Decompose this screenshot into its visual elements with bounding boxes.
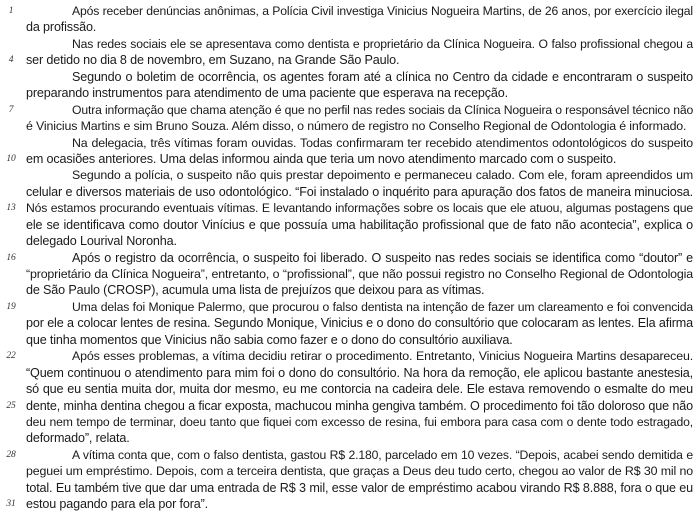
text-line xyxy=(0,496,700,512)
paragraph-line: por ele a colocar lentes de resina. Segundo Monique, Vinicius e o dono do consultório que colocaram as lentes. Ela afirma xyxy=(26,316,693,331)
text-line xyxy=(0,348,700,364)
line-number: 10 xyxy=(6,153,16,164)
paragraph-line: total. Eu também tive que dar uma entrada de R$ 3 mil, esse valor de empréstimo acabou virando R$ 8.888, fora o que eu xyxy=(26,480,693,495)
text-line xyxy=(0,135,700,151)
paragraph-first-line: Uma delas foi Monique Palermo, que procurou o falso dentista na intenção de fazer um clareamento e foi convencida xyxy=(72,299,693,314)
text-line xyxy=(0,250,700,266)
paragraph-line: estou pagando para ela por fora”. xyxy=(26,497,208,512)
line-number: 1 xyxy=(8,6,14,16)
paragraph-line: dente, minha dentina chegou a ficar exposta, machucou minha gengiva também. O procedimento foi tão doloroso que não xyxy=(26,398,693,413)
text-line xyxy=(0,480,700,496)
text-line xyxy=(0,315,700,331)
text-line xyxy=(0,414,700,430)
paragraph-first-line: Na delegacia, três vítimas foram ouvidas. Todas confirmaram ter recebido atendimentos odontológicos do suspeito xyxy=(72,135,693,150)
paragraph-line: que tinha momentos que Vinicius não sabia como fazer e o dono do consultório auxiliava. xyxy=(26,332,513,347)
paragraph-line: delegado Lourival Noronha. xyxy=(26,234,177,249)
text-line xyxy=(0,102,700,118)
paragraph-line: preparando instrumentos para atendimento de uma paciente que esperava na recepção. xyxy=(26,86,508,101)
line-number: 25 xyxy=(6,400,16,411)
paragraph-line: “Quem continuou o atendimento para mim foi o dono do consultório. Na hora da remoção, ele aplicou bastante anestesia, xyxy=(26,365,693,380)
line-number: 13 xyxy=(6,203,16,214)
paragraph-first-line: Segundo o boletim de ocorrência, os agentes foram até a clínica no Centro da cidade e encontraram o suspeito xyxy=(72,69,693,84)
text-line xyxy=(0,365,700,381)
text-line xyxy=(0,381,700,397)
text-line xyxy=(0,52,700,68)
line-number: 16 xyxy=(6,252,16,263)
paragraph-line: Nós estamos procurando eventuais vítimas. E levantando informações sobre os locais que ele atuou, algumas postagens que xyxy=(26,201,693,216)
text-line xyxy=(0,447,700,463)
text-line xyxy=(0,282,700,298)
paragraph-first-line: A vítima conta que, com o falso dentista, gastou R$ 2.180, parcelado em 10 vezes. “Depois, acabei sendo demitida e xyxy=(72,447,693,462)
line-number: 7 xyxy=(8,104,14,115)
line-number: 19 xyxy=(6,301,16,312)
paragraph-first-line: Outra informação que chama atenção é que no perfil nas redes sociais da Clínica Nogueira o responsável técnico não xyxy=(72,102,694,117)
document-body xyxy=(0,3,700,513)
text-line xyxy=(0,233,700,249)
paragraph-line: peguei um empréstimo. Depois, com a terceira dentista, que graças a Deus deu tudo certo, chegou ao valor de R$ 30 mil no xyxy=(26,464,693,479)
line-number: 28 xyxy=(6,449,16,460)
text-line xyxy=(0,151,700,167)
text-line xyxy=(0,332,700,348)
paragraph-line: em ocasiões anteriores. Uma delas informou ainda que teria um novo atendimento marcado com o suspeito. xyxy=(26,151,617,166)
paragraph-line: ele se identificava como doutor Vinícius e que possuía uma habilitação profissional que de fato não acontecia”, explica o xyxy=(26,217,693,232)
paragraph-first-line: Após esses problemas, a vítima decidiu retirar o procedimento. Entretanto, Vinicius Nogueira Martins desapareceu. xyxy=(72,349,693,364)
paragraph-line: celular e diversos materiais de uso odontológico. “Foi instalado o inquérito para apuração dos fatos de maneira minuciosa. xyxy=(26,184,693,199)
text-line xyxy=(0,85,700,101)
paragraph-line: da profissão. xyxy=(26,20,97,35)
text-line xyxy=(0,398,700,414)
paragraph-first-line: Segundo a polícia, o suspeito não quis prestar depoimento e permaneceu calado. Com ele, foram apreendidos um xyxy=(72,168,693,183)
line-number: 4 xyxy=(8,55,14,66)
text-line xyxy=(0,3,700,19)
text-line xyxy=(0,430,700,446)
paragraph-line: deformado”, relata. xyxy=(26,431,130,446)
paragraph-line: “proprietário da Clínica Nogueira”, entretanto, o “profissional”, que não possui registro no Conselho Regional de Odontologia xyxy=(26,267,693,281)
paragraph-first-line: Após o registro da ocorrência, o suspeito foi liberado. O suspeito nas redes sociais se identifica como “doutor” e xyxy=(72,250,693,265)
text-line xyxy=(0,200,700,216)
text-line xyxy=(0,217,700,233)
text-line xyxy=(0,36,700,52)
paragraph-first-line: Após receber denúncias anônimas, a Polícia Civil investiga Vinicius Nogueira Martins, de 26 anos, por exercício ilegal xyxy=(72,4,693,18)
paragraph-line: de São Paulo (CROSP), acumula uma lista de prejuízos que deixou para as vítimas. xyxy=(26,283,485,298)
text-line xyxy=(0,167,700,183)
text-line xyxy=(0,69,700,85)
text-line xyxy=(0,299,700,315)
text-line xyxy=(0,19,700,35)
text-line xyxy=(0,266,700,282)
text-line xyxy=(0,118,700,134)
paragraph-line: deu nem tempo de terminar, doeu tanto que fiquei com excesso de resina, fui embora para casa com o dente todo estragado, xyxy=(26,414,693,429)
paragraph-line: é Vinicius Martins e sim Bruno Souza. Além disso, o número de registro no Conselho Regional de Odontologia é informado. xyxy=(26,119,687,134)
text-line xyxy=(0,184,700,200)
paragraph-line: ser detido no dia 8 de novembro, em Suzano, na Grande São Paulo. xyxy=(26,53,400,68)
line-number: 31 xyxy=(6,499,16,510)
paragraph-first-line: Nas redes sociais ele se apresentava como dentista e proprietário da Clínica Nogueira. O falso profissional chegou a xyxy=(72,36,693,51)
paragraph-line: só que eu sentia muita dor, muita dor mesmo, eu me contorcia na cadeira dele. Ele estava removendo o esmalte do meu xyxy=(26,382,693,397)
line-number: 22 xyxy=(6,351,16,362)
text-line xyxy=(0,463,700,479)
